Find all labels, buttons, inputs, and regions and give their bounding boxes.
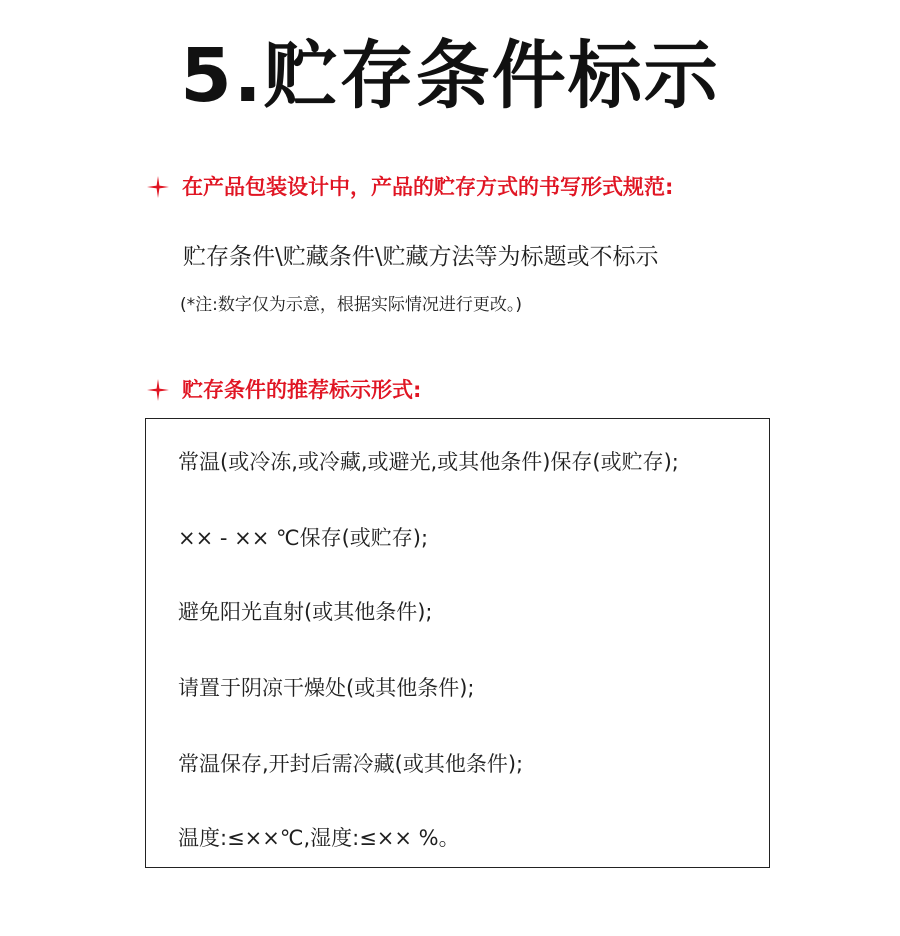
format-line: 请置于阴凉干燥处(或其他条件); [178,676,475,700]
rule-text: 贮存条件\贮藏条件\贮藏方法等为标题或不标示 [183,244,659,270]
note-text: (*注:数字仅为示意，根据实际情况进行更改。) [180,295,522,315]
section-heading-format-norms [146,172,673,202]
format-line: 常温保存,开封后需冷藏(或其他条件); [178,752,524,776]
four-point-star-icon [146,378,170,402]
section-heading-text: 贮存条件的推荐标示形式: [182,378,422,402]
format-line: 常温(或冷冻,或冷藏,或避光,或其他条件)保存(或贮存); [178,450,679,474]
format-line: ×× - ×× ℃保存(或贮存); [178,526,429,550]
section-heading-text: 在产品包装设计中，产品的贮存方式的书写形式规范: [182,175,674,199]
format-line: 温度:≤××℃,湿度:≤×× %。 [178,826,460,850]
four-point-star-icon [146,175,170,199]
section-heading-recommended-forms [146,375,421,405]
recommended-format-box [145,418,770,868]
format-line: 避免阳光直射(或其他条件); [178,600,433,624]
page-title: 5.贮存条件标示 [180,33,720,119]
